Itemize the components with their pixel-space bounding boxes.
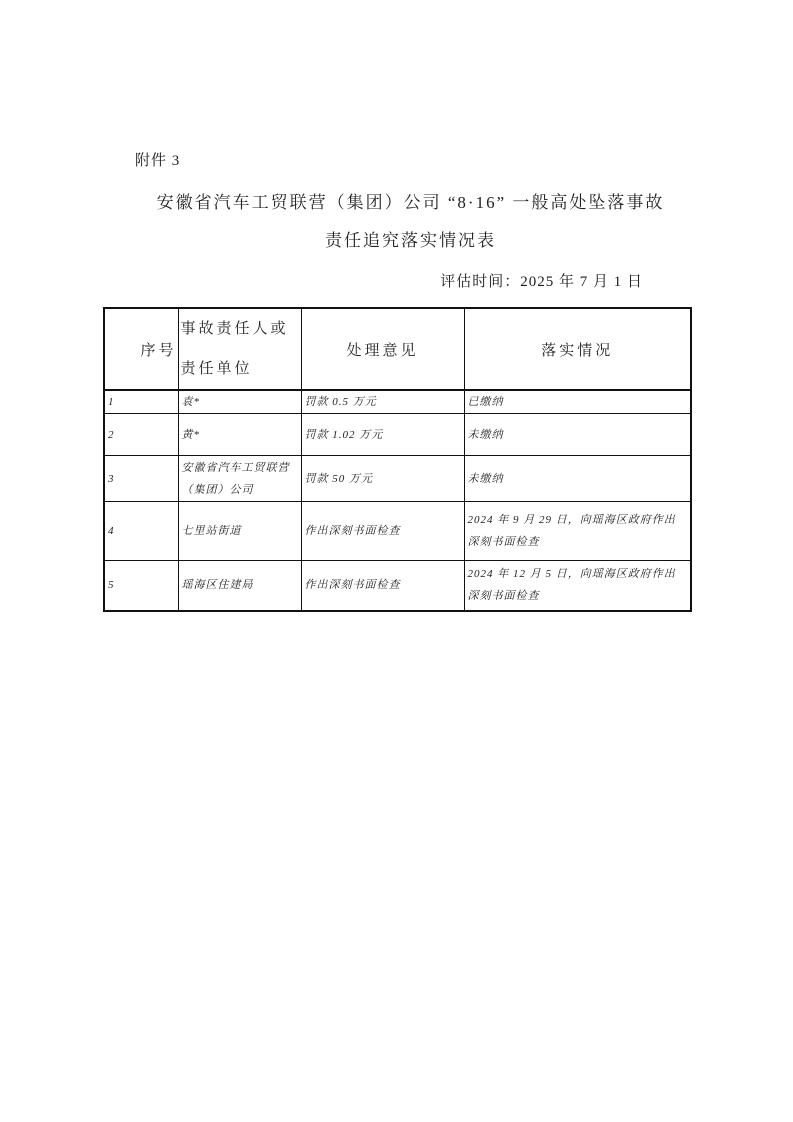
cell-implementation-status: 未缴纳 bbox=[464, 456, 691, 502]
cell-responsible-party: 瑶海区住建局 bbox=[178, 561, 301, 611]
table-row bbox=[104, 456, 691, 502]
cell-serial-number: 2 bbox=[104, 414, 178, 456]
cell-responsible-party: 袁* bbox=[178, 390, 301, 414]
header-responsible-party: 事故责任人或责任单位 bbox=[178, 308, 301, 390]
cell-responsible-party: 安徽省汽车工贸联营（集团）公司 bbox=[178, 456, 301, 502]
accountability-table bbox=[103, 307, 692, 612]
cell-handling-opinion: 罚款 50 万元 bbox=[301, 456, 464, 502]
cell-implementation-status: 2024 年 12 月 5 日，向瑶海区政府作出深刻书面检查 bbox=[464, 561, 691, 611]
table-row bbox=[104, 502, 691, 561]
table-row bbox=[104, 390, 691, 414]
document-title-line1: 安徽省汽车工贸联营（集团）公司 “8·16” 一般高处坠落事故 bbox=[156, 193, 665, 212]
table-header-row bbox=[104, 308, 691, 390]
cell-handling-opinion: 罚款 0.5 万元 bbox=[301, 390, 464, 414]
cell-responsible-party: 黄* bbox=[178, 414, 301, 456]
table-row bbox=[104, 414, 691, 456]
cell-serial-number: 5 bbox=[104, 561, 178, 611]
cell-handling-opinion: 作出深刻书面检查 bbox=[301, 502, 464, 561]
cell-implementation-status: 2024 年 9 月 29 日，向瑶海区政府作出深刻书面检查 bbox=[464, 502, 691, 561]
evaluation-date: 评估时间：2025 年 7 月 1 日 bbox=[440, 274, 643, 290]
cell-serial-number: 3 bbox=[104, 456, 178, 502]
cell-serial-number: 1 bbox=[104, 390, 178, 414]
cell-serial-number: 4 bbox=[104, 502, 178, 561]
table-row bbox=[104, 561, 691, 611]
header-handling-opinion: 处理意见 bbox=[301, 308, 464, 390]
header-serial-number: 序号 bbox=[104, 308, 178, 390]
cell-implementation-status: 已缴纳 bbox=[464, 390, 691, 414]
cell-responsible-party: 七里站街道 bbox=[178, 502, 301, 561]
cell-handling-opinion: 作出深刻书面检查 bbox=[301, 561, 464, 611]
document-title-line2: 责任追究落实情况表 bbox=[325, 231, 496, 250]
header-implementation-status: 落实情况 bbox=[464, 308, 691, 390]
attachment-label: 附件 3 bbox=[135, 153, 181, 169]
cell-implementation-status: 未缴纳 bbox=[464, 414, 691, 456]
cell-handling-opinion: 罚款 1.02 万元 bbox=[301, 414, 464, 456]
